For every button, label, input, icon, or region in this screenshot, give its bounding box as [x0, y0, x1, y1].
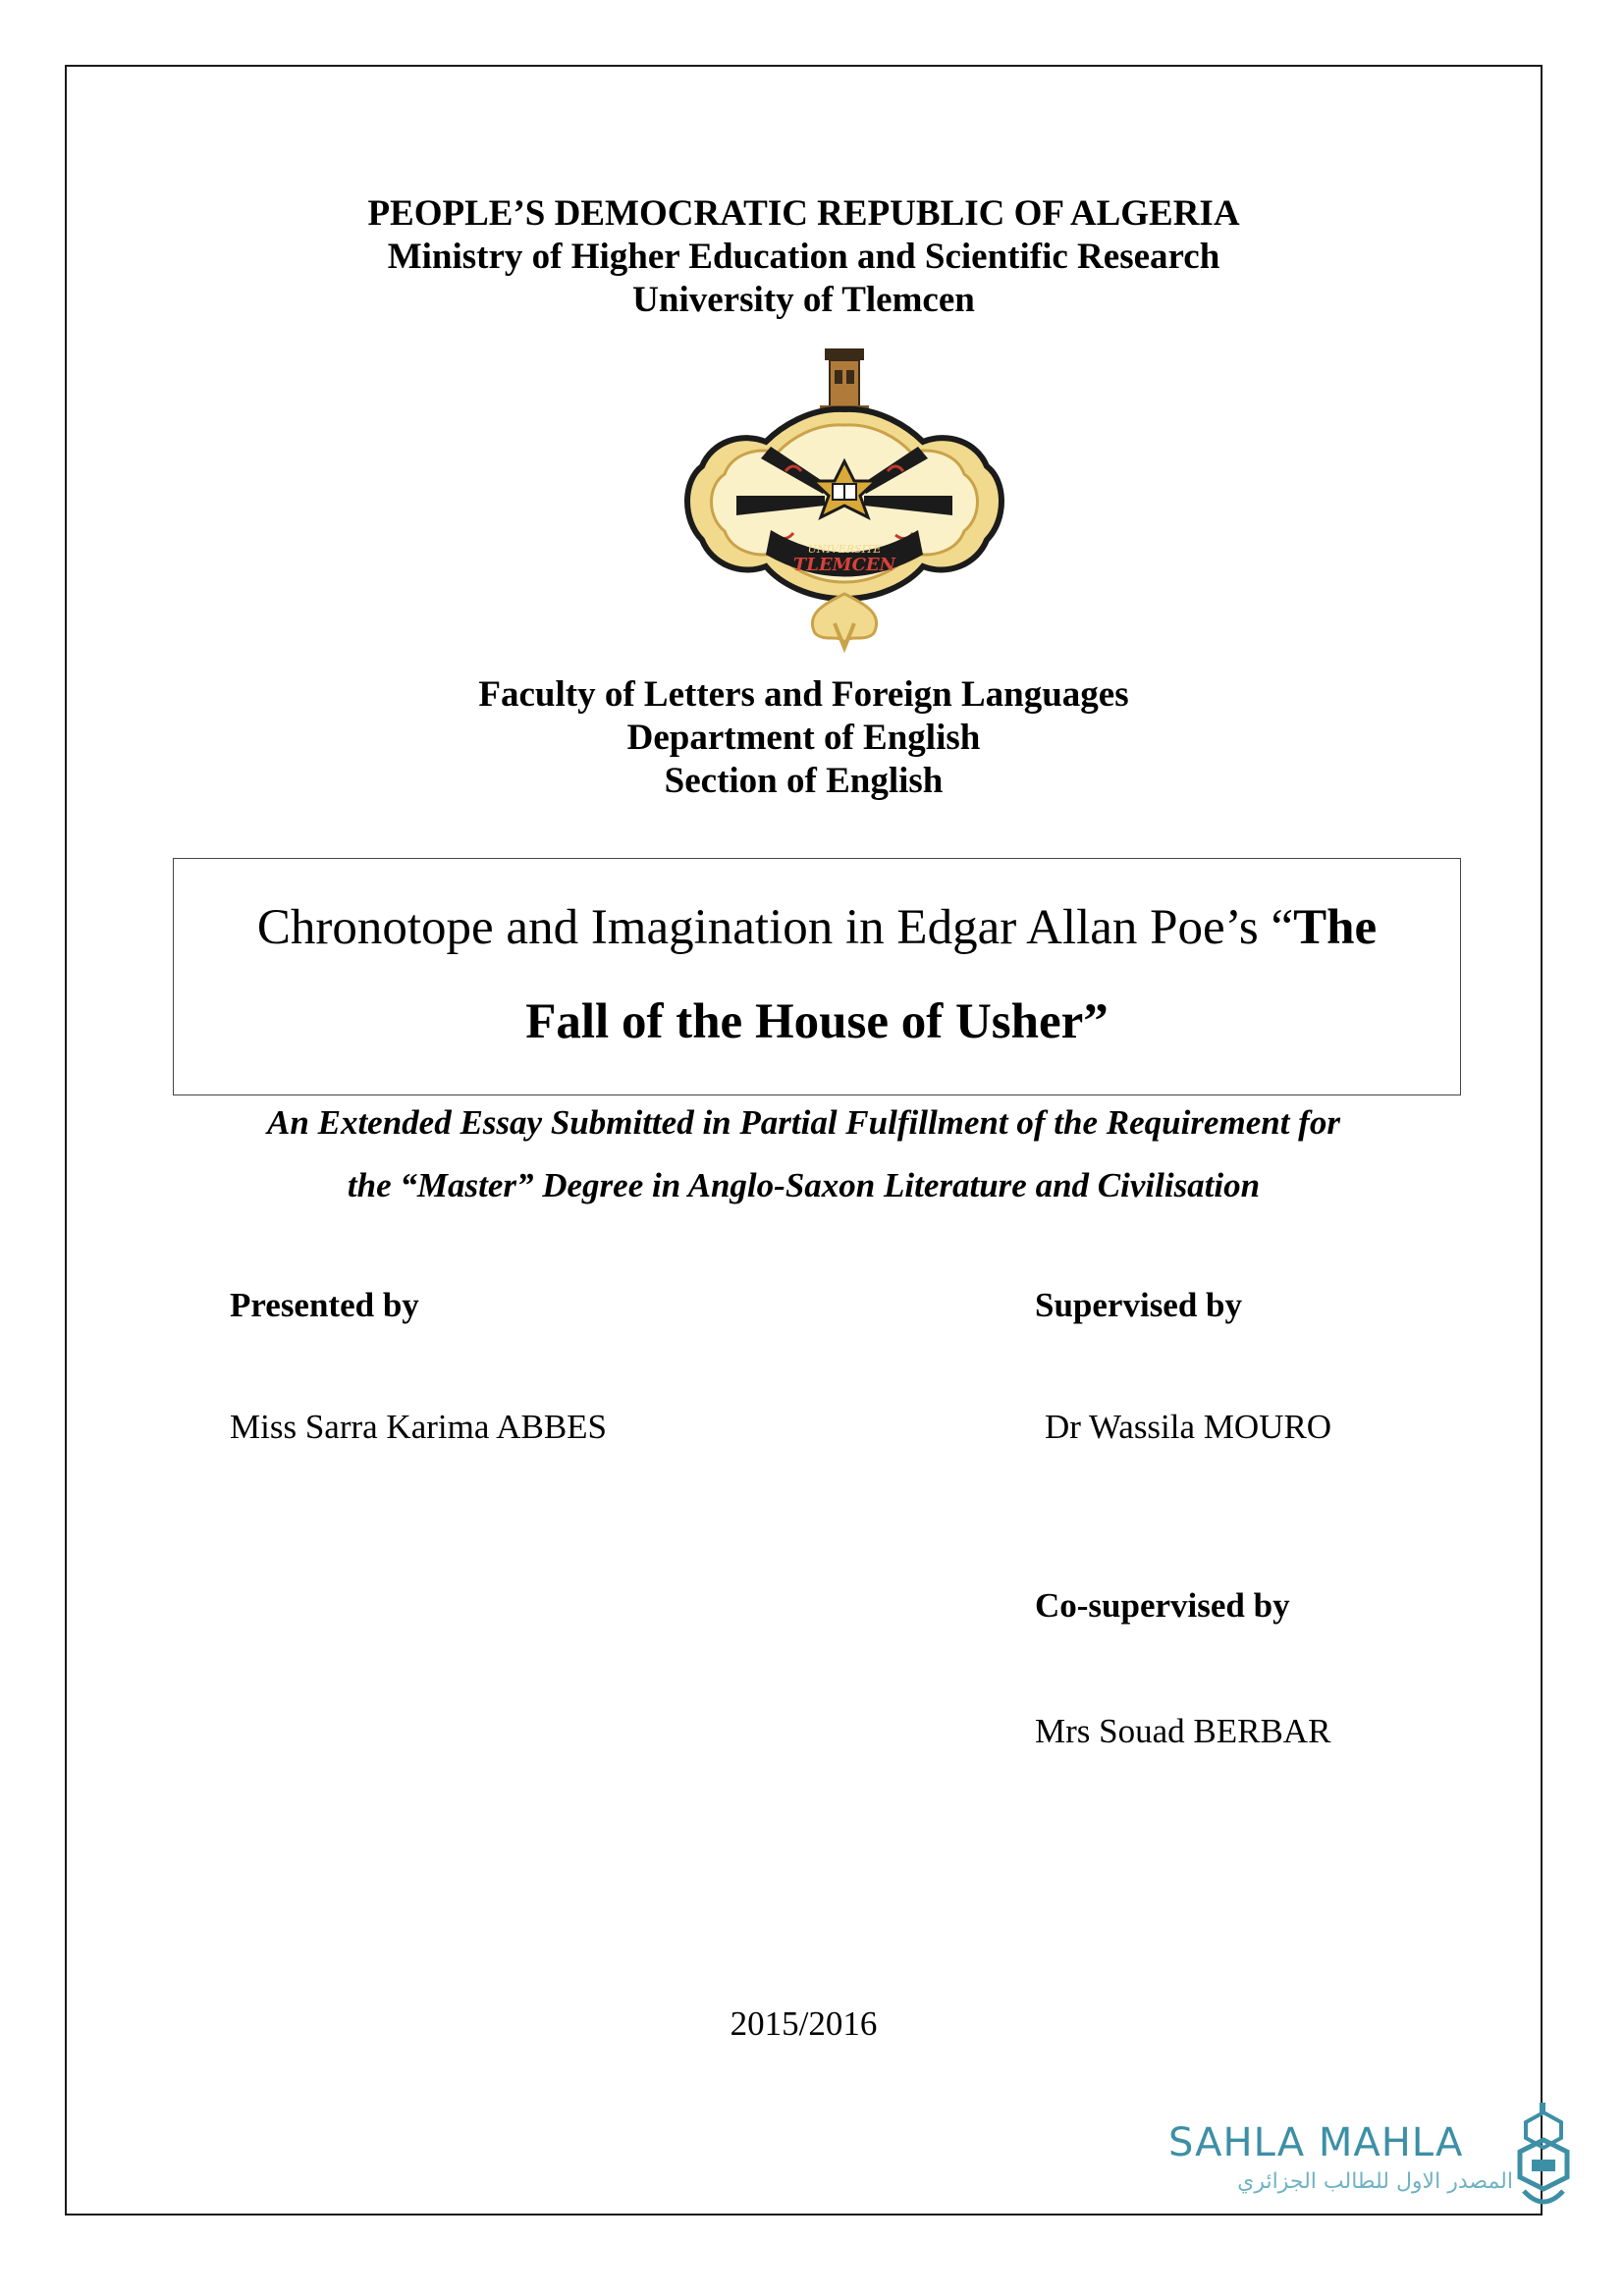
department-name: Department of English [626, 718, 981, 758]
essay-description [65, 1092, 1543, 1217]
thesis-title-bold-end: Fall of the House of Usher” [525, 994, 1109, 1049]
thesis-title-line2 [174, 975, 1460, 1069]
sahla-mahla-logo-icon [1514, 2103, 1573, 2213]
academic-year: 2015/2016 [730, 2004, 878, 2043]
thesis-title-regular: Chronotope and Imagination in Edgar Allan Poe’s “ [256, 900, 1294, 955]
sahla-mahla-watermark [1168, 2101, 1581, 2218]
faculty-block [65, 673, 1543, 803]
faculty-name: Faculty of Letters and Foreign Languages [478, 674, 1129, 715]
university-of-tlemcen-emblem-icon [677, 348, 1011, 663]
cosupervised-by-label: Co-supervised by [1035, 1586, 1290, 1625]
essay-description-line1: An Extended Essay Submitted in Partial Fulfillment of the Requirement for [267, 1103, 1340, 1142]
supervised-by-label: Supervised by [1035, 1286, 1243, 1324]
section-name: Section of English [664, 761, 944, 801]
author-name: Miss Sarra Karima ABBES [230, 1408, 608, 1446]
watermark-brand: SAHLA MAHLA [1168, 2120, 1464, 2165]
university-name: University of Tlemcen [632, 280, 975, 320]
presented-by-label: Presented by [230, 1286, 419, 1324]
country-name: PEOPLE’S DEMOCRATIC REPUBLIC OF ALGERIA [367, 193, 1240, 234]
thesis-title-bold-start: The [1293, 900, 1378, 955]
header-block [65, 192, 1543, 322]
thesis-title-line1 [174, 881, 1460, 975]
supervisor-name: Dr Wassila MOURO [1045, 1408, 1332, 1446]
university-emblem [677, 348, 1011, 663]
thesis-title-box [173, 858, 1461, 1095]
logo-banner-bottom: TLEMCEN [792, 555, 896, 575]
essay-description-line2: the “Master” Degree in Anglo-Saxon Literature and Civilisation [347, 1166, 1261, 1204]
cosupervisor-name: Mrs Souad BERBAR [1035, 1712, 1331, 1750]
logo-banner-top: UNIVERSITE [807, 543, 882, 556]
watermark-tagline: المصدر الاول للطالب الجزائري [1237, 2169, 1513, 2194]
ministry-name: Ministry of Higher Education and Scientific Research [387, 237, 1220, 277]
